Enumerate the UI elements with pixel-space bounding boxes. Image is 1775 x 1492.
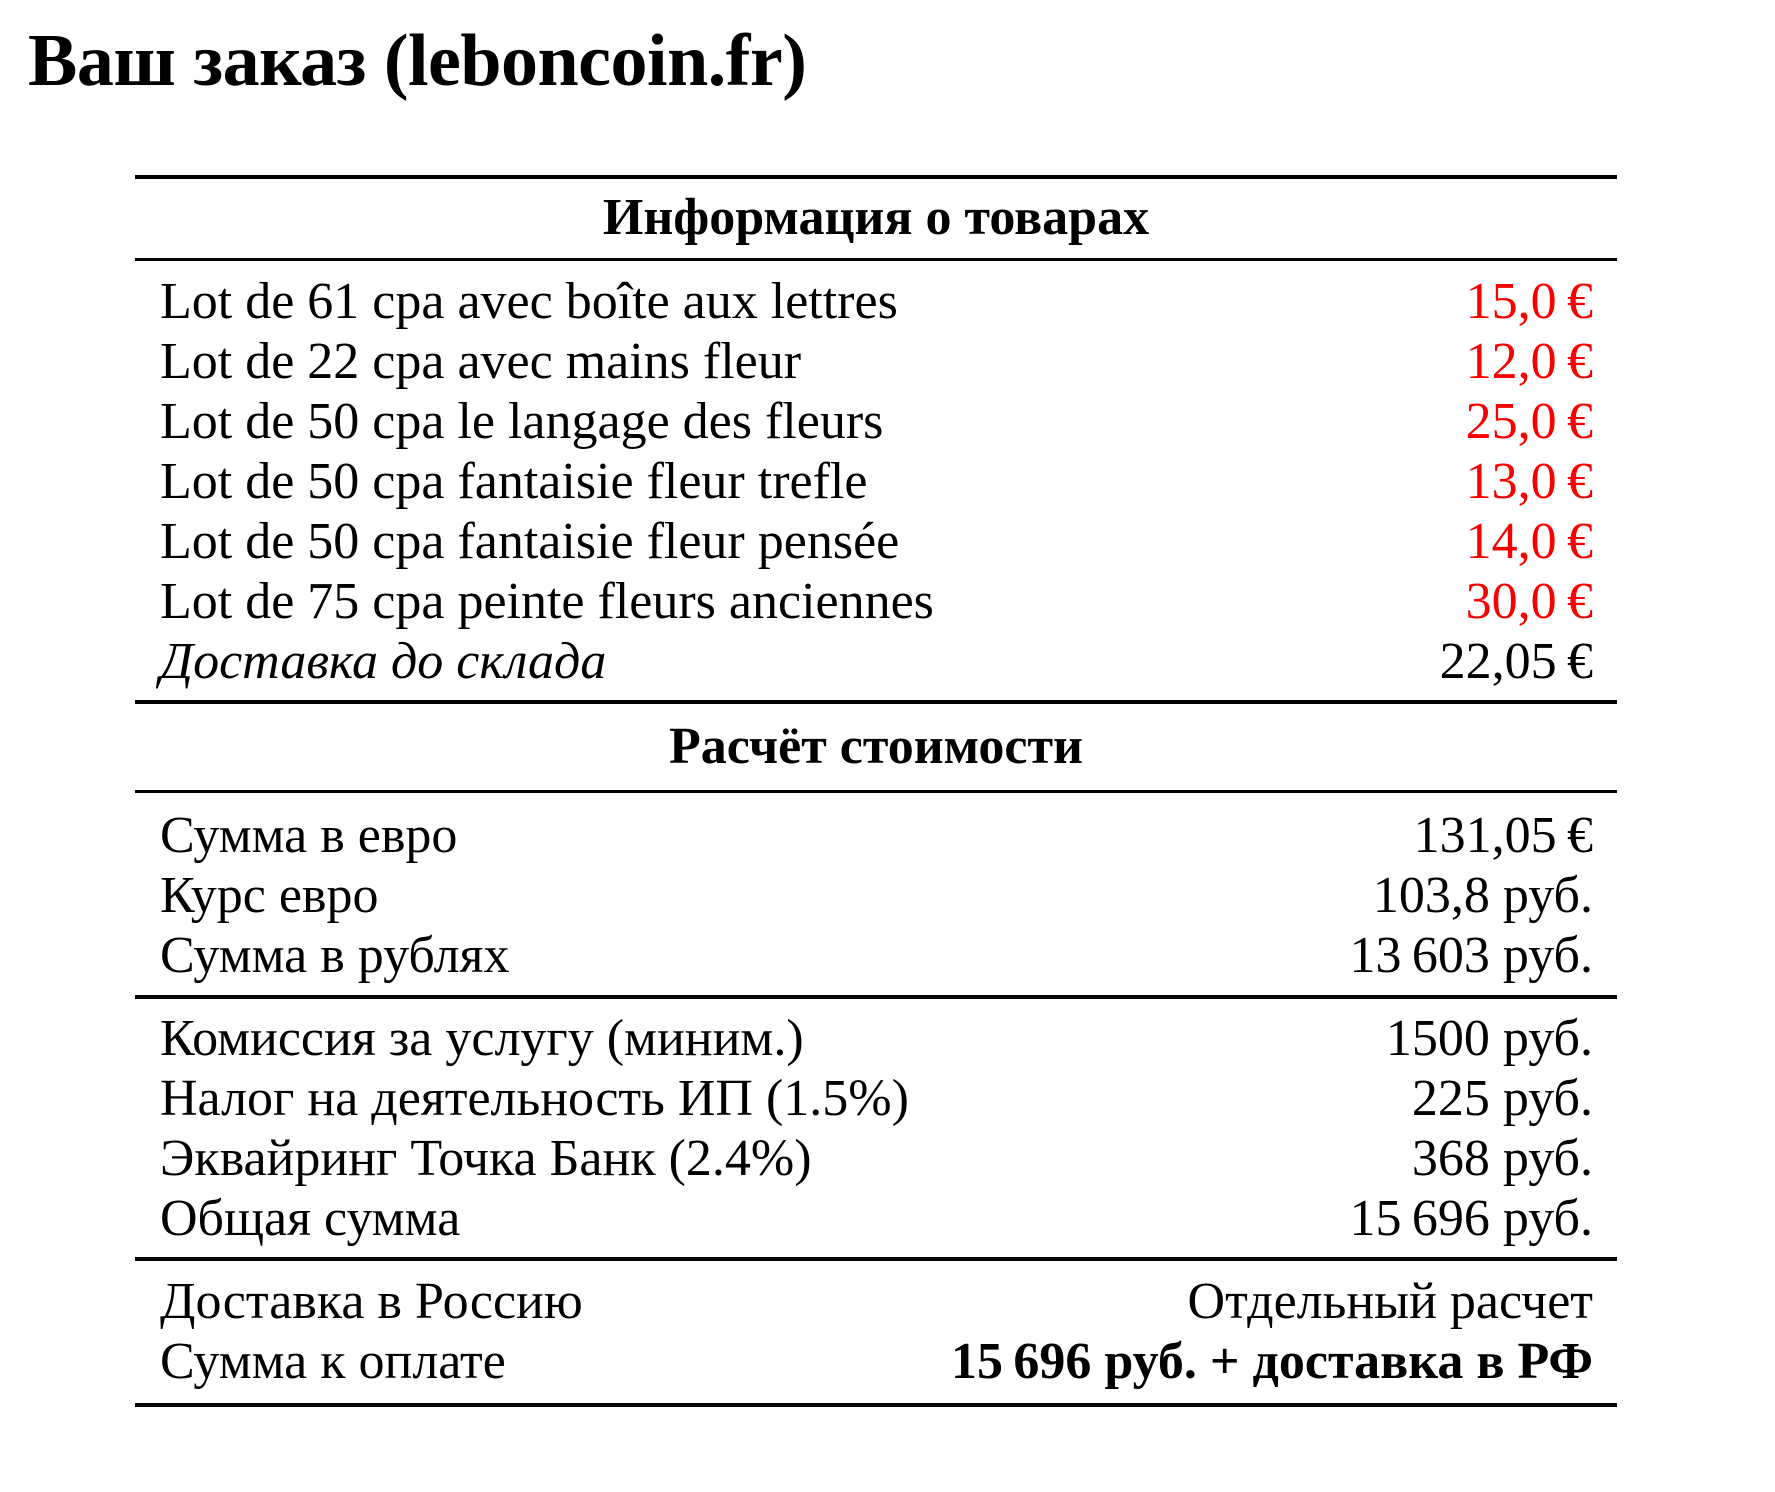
product-price: 12,0 € [1465,333,1593,390]
calc-label: Курс евро [160,867,379,924]
product-row [135,332,1617,392]
section-header-products: Информация о товарах [602,189,1150,246]
calc-value: 103,8 руб. [1372,867,1593,924]
product-row [135,392,1617,452]
grand-total-label: Общая сумма [160,1190,461,1247]
product-row [135,452,1617,512]
payable-sum-row [135,1332,1617,1392]
product-label: Lot de 75 cpa peinte fleurs anciennes [160,573,934,630]
product-label: Lot de 50 cpa le langage des fleurs [160,393,884,450]
order-table [135,175,1617,1407]
payable-sum-label: Сумма к оплате [160,1333,506,1390]
calc-value: 131,05 € [1413,807,1593,864]
grand-total-row [135,1189,1617,1249]
warehouse-delivery-price: 22,05 € [1439,633,1593,690]
calc-value: 13 603 руб. [1349,927,1593,984]
product-price: 30,0 € [1465,573,1593,630]
warehouse-delivery-row [135,632,1617,692]
divider-bottom [135,1403,1617,1407]
russia-delivery-label: Доставка в Россию [160,1273,583,1330]
products-body [135,261,1617,700]
calc-row [135,926,1617,986]
russia-delivery-row [135,1272,1617,1332]
russia-delivery-value: Отдельный расчет [1187,1273,1593,1330]
product-price: 14,0 € [1465,513,1593,570]
calc-label: Сумма в рублях [160,927,510,984]
product-row [135,512,1617,572]
grand-total-value: 15 696 руб. [1349,1190,1593,1247]
product-price: 15,0 € [1465,273,1593,330]
fee-label: Эквайринг Точка Банк (2.4%) [160,1130,812,1187]
product-label: Lot de 50 cpa fantaisie fleur pensée [160,513,900,570]
euro-conversion-body [135,793,1617,995]
fee-label: Налог на деятельность ИП (1.5%) [160,1070,909,1127]
calc-row [135,806,1617,866]
page-title: Ваш заказ (leboncoin.fr) [28,20,807,102]
fee-value: 225 руб. [1411,1070,1593,1127]
fee-value: 368 руб. [1411,1130,1593,1187]
calc-row [135,866,1617,926]
fee-label: Комиссия за услугу (миним.) [160,1010,804,1067]
product-price: 25,0 € [1465,393,1593,450]
fee-row [135,1129,1617,1189]
totals-body [135,1261,1617,1403]
product-row [135,572,1617,632]
product-price: 13,0 € [1465,453,1593,510]
warehouse-delivery-label: Доставка до склада [160,633,607,690]
product-row [135,272,1617,332]
product-label: Lot de 22 cpa avec mains fleur [160,333,802,390]
product-label: Lot de 61 cpa avec boîte aux lettres [160,273,898,330]
fee-value: 1500 руб. [1385,1010,1593,1067]
payable-sum-value: 15 696 руб. + доставка в РФ [950,1333,1593,1390]
fees-body [135,999,1617,1257]
section-header-calculation: Расчёт стоимости [669,718,1083,775]
fee-row [135,1069,1617,1129]
product-label: Lot de 50 cpa fantaisie fleur trefle [160,453,868,510]
calc-label: Сумма в евро [160,807,458,864]
fee-row [135,1009,1617,1069]
